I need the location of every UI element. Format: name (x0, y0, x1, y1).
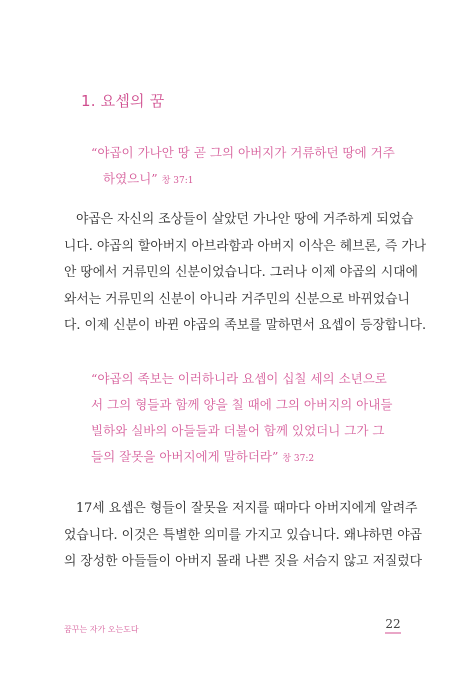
paragraph-line: 니다. 야곱의 할아버지 아브라함과 아버지 이삭은 헤브론, 즉 가나 (64, 238, 427, 254)
paragraph-line: 안 땅에서 거류민의 신분이었습니다. 그러나 이제 야곱의 시대에 (64, 265, 418, 280)
scripture-reference: 창 37:2 (282, 454, 315, 464)
running-footer-title: 꿈꾸는 자가 오는도다 (64, 625, 139, 634)
page-number-block (378, 617, 408, 634)
paragraph-line: 와서는 거류민의 신분이 아니라 거주민의 신분으로 바뀌었습니 (64, 291, 410, 307)
quote-line-last (91, 444, 391, 472)
section-heading: 1. 요셉의 꿈 (81, 92, 165, 110)
paragraph-line: 었습니다. 이것은 특별한 의미를 가지고 있습니다. 왜냐하면 야곱 (64, 527, 423, 543)
page-number-underline (385, 632, 401, 634)
quote-line: “야곱이 가나안 땅 곧 그의 아버지가 거류하던 땅에 거주 (91, 145, 395, 160)
paragraph-2 (64, 496, 423, 576)
quote-line: 서 그의 형들과 함께 양을 칠 때에 그의 아버지의 아내들 (91, 397, 393, 412)
paragraph-line: 의 장성한 아들들이 아버지 몰래 나쁜 짓을 서슴지 않고 저질렀다 (64, 554, 423, 569)
paragraph-1 (64, 207, 427, 340)
quote-line: 빌하와 실바의 아들들과 더불어 함께 있었더니 그가 그 (91, 423, 385, 438)
quote-line-text: 들의 잘못을 아버지에게 말하더라” (91, 449, 279, 464)
scripture-quote-2 (91, 366, 391, 472)
scripture-quote-1 (91, 140, 395, 194)
quote-line: “야곱의 족보는 이러하니라 요셉이 십칠 세의 소년으로 (91, 371, 387, 386)
quote-line-text: 하였으니” (103, 171, 158, 186)
paragraph-line: 야곱은 자신의 조상들이 살았던 가나안 땅에 거주하게 되었습 (76, 212, 414, 227)
paragraph-line: 다. 이제 신분이 바뀐 야곱의 족보를 말하면서 요셉이 등장합니다. (64, 318, 427, 333)
scripture-reference: 창 37:1 (161, 176, 194, 186)
paragraph-line: 17세 요셉은 형들이 잘못을 저지를 때마다 아버지에게 알려주 (76, 501, 418, 516)
quote-line-last (91, 166, 391, 194)
page-number: 22 (385, 617, 401, 631)
